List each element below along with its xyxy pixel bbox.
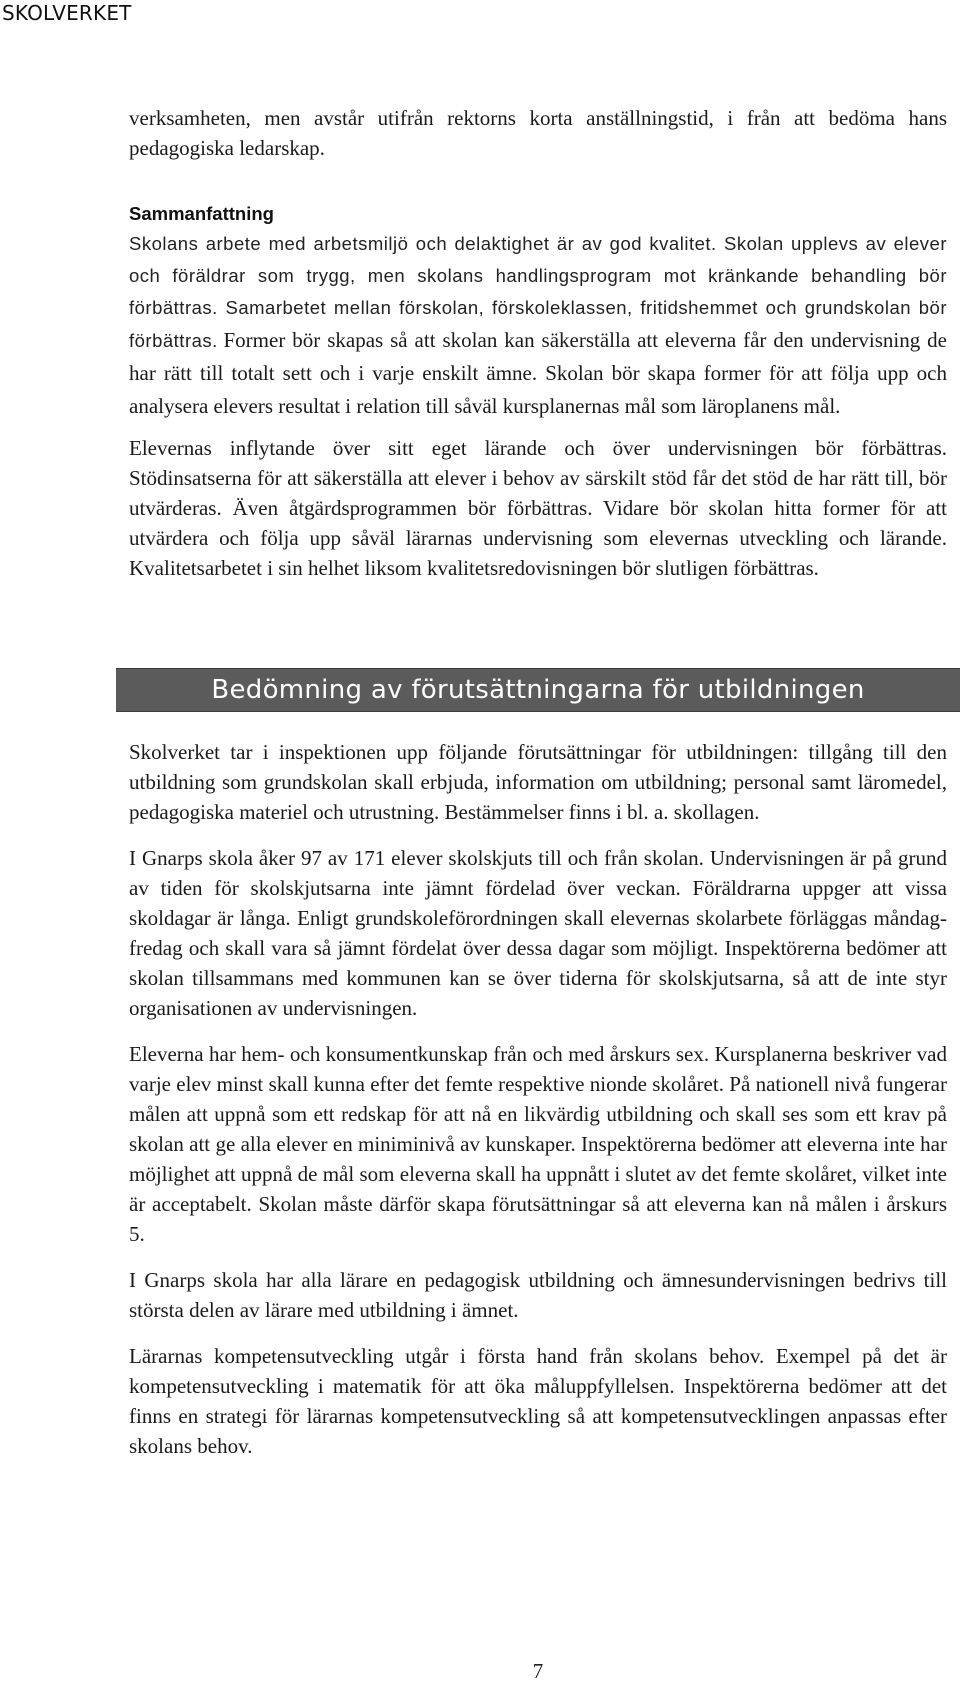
section-body	[129, 737, 947, 1461]
summary-sans-text: Skolans arbete med arbetsmiljö och delaktighet är av god kvalitet. Skolan upplevs av elever och föräldrar som trygg, men skolans handlingsprogram mot kränkande behandling bör förbättras. Samarbetet mellan förskolan, förskoleklassen, fritidshemmet och grundskolan bör förbättras.	[129, 233, 947, 351]
section-paragraph-5: Lärarnas kompetensutveckling utgår i första hand från skolans behov. Exempel på det är kompetensutveckling i matematik för att öka måluppfyllelsen. Inspektörerna bedömer att det finns en strategi för lärarnas kompetensutveckling så att kompetensutvecklingen anpassas efter skolans behov.	[129, 1344, 947, 1458]
upper-body	[129, 103, 947, 583]
summary-heading: Sammanfattning	[129, 203, 274, 224]
summary-paragraph-2: Elevernas inflytande över sitt eget lärande och över undervisningen bör förbättras. Stödinsatserna för att säkerställa att elever i behov av särskilt stöd får det stöd de har rätt till, bör utvärderas. Även åtgärdsprogrammen bör förbättras. Vidare bör skolan hitta former för att utvärdera och följa upp såväl lärarnas undervisning som elevernas utveckling och lärande. Kvalitetsarbetet i sin helhet liksom kvalitetsredovisningen bör slutligen förbättras.	[129, 436, 947, 580]
section-paragraph-4: I Gnarps skola har alla lärare en pedagogisk utbildning och ämnesundervisningen bedrivs till största delen av lärare med utbildning i ämnet.	[129, 1268, 947, 1322]
summary-serif-text: Former bör skapas så att skolan kan säkerställa att eleverna får den undervisning de har rätt till totalt sett och i varje enskilt ämne. Skolan bör skapa former för att följa upp och analysera elevers resultat i relation till såväl kursplanernas mål som läroplanens mål.	[129, 328, 948, 418]
section-heading-bar	[116, 668, 960, 712]
summary-paragraph	[129, 229, 947, 424]
intro-paragraph: verksamheten, men avstår utifrån rektorns korta anställningstid, i från att bedöma hans pedagogiska ledarskap.	[129, 106, 947, 160]
section-paragraph-3: Eleverna har hem- och konsumentkunskap från och med årskurs sex. Kursplanerna beskriver vad varje elev minst skall kunna efter det femte respektive nionde skolåret. På nationell nivå fungerar målen att uppnå som ett redskap för att nå en likvärdig utbildning och skall ses som ett krav på skolan att ge alla elever en miniminivå av kunskaper. Inspektörerna bedömer att eleverna inte har möjlighet att uppnå de mål som eleverna skall ha uppnått i slutet av det femte skolåret, vilket inte är acceptabelt. Skolan måste därför skapa förutsättningar så att eleverna kan nå målen i årskurs 5.	[129, 1042, 947, 1246]
document-header: SKOLVERKET	[2, 1, 132, 25]
page-number: 7	[532, 1659, 544, 1683]
section-paragraph-1: Skolverket tar i inspektionen upp följande förutsättningar för utbildningen: tillgång till den utbildning som grundskolan skall erbjuda, information om utbildning; personal samt läromedel, pedagogiska materiel och utrustning. Bestämmelser finns i bl. a. skollagen.	[129, 740, 947, 824]
section-paragraph-2: I Gnarps skola åker 97 av 171 elever skolskjuts till och från skolan. Undervisningen är på grund av tiden för skolskjutsarna inte jämnt fördelad över veckan. Föräldrarna uppger att vissa skoldagar är långa. Enligt grundskoleförordningen skall elevernas skolarbete förläggas måndag-fredag och skall vara så jämnt fördelat över dessa dagar som möjligt. Inspektörerna bedömer att skolan tillsammans med kommunen kan se över tiderna för skolskjutsarna, så att de inte styr organisationen av undervisningen.	[129, 846, 947, 1020]
section-title: Bedömning av förutsättningarna för utbildningen	[211, 675, 865, 705]
